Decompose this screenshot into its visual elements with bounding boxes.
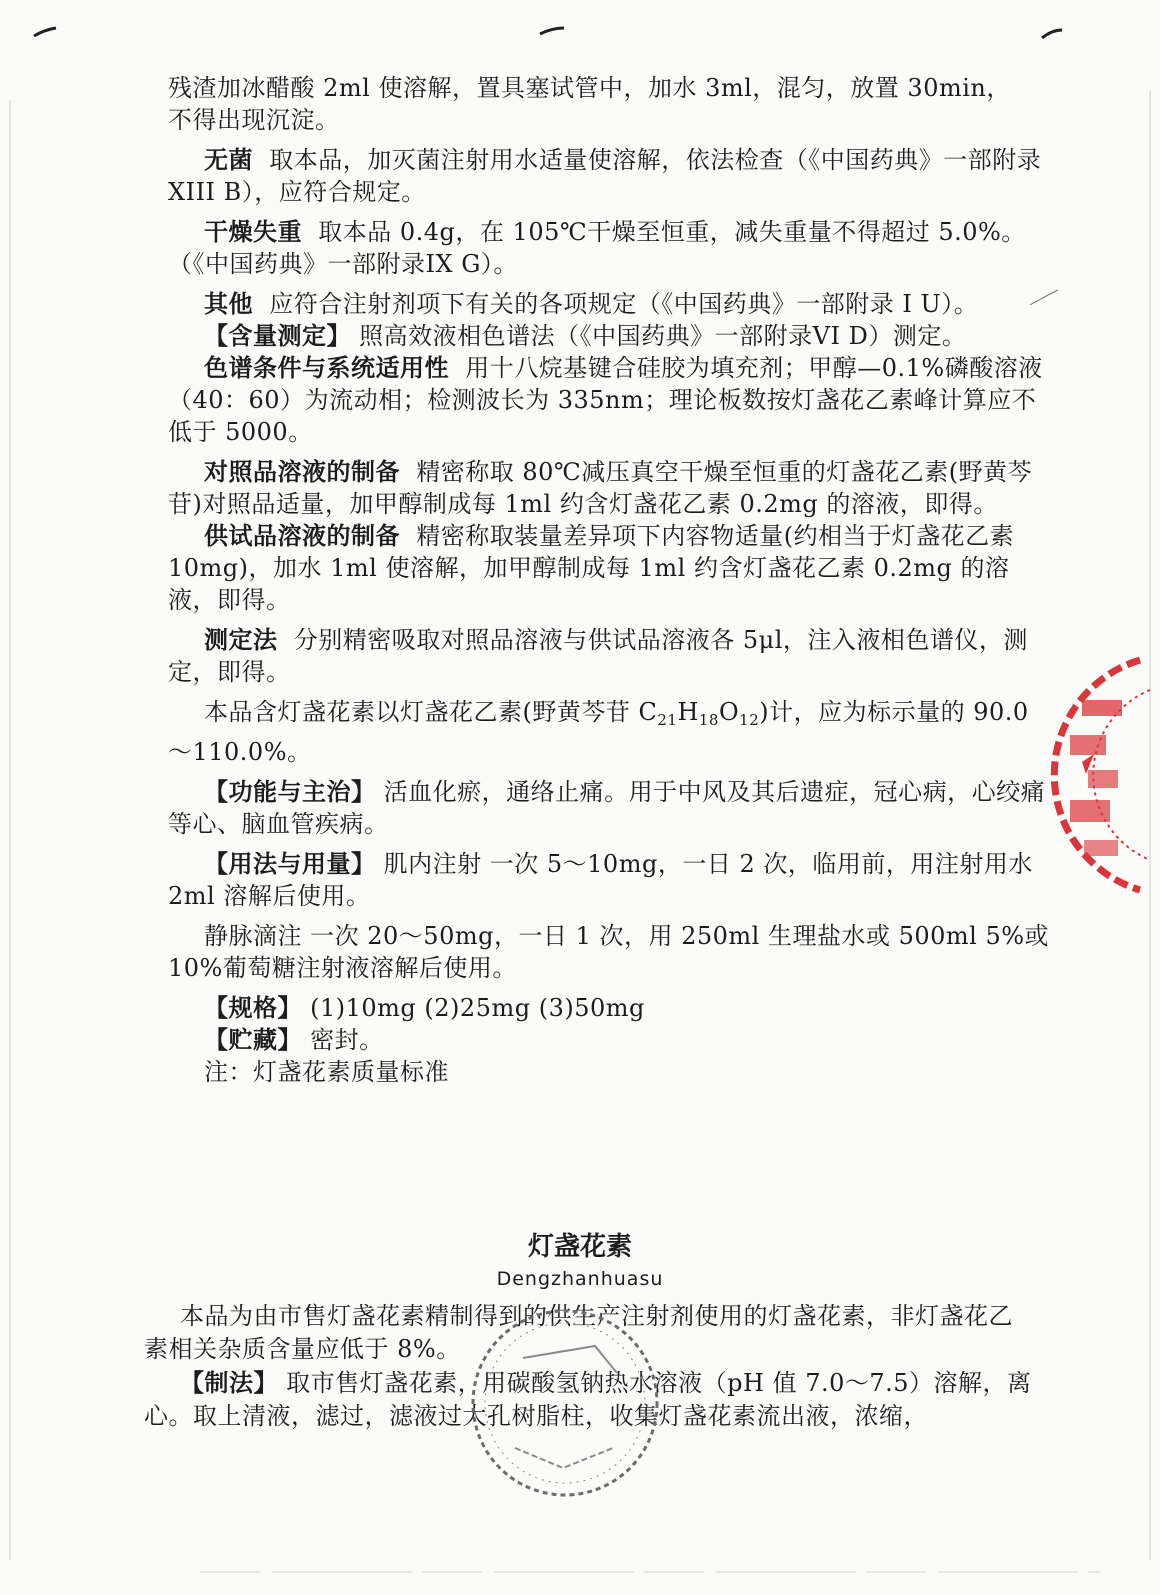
paragraph-spec	[168, 992, 1053, 1024]
paragraph-iv	[168, 920, 1053, 984]
other-term: 其他	[204, 289, 253, 318]
preparation-text: 取市售灯盏花素，用碳酸氢钠热水溶液（pH 值 7.0～7.5）溶解，离心。取上清液，滤过，滤液过大孔树脂柱，收集灯盏花素流出液，浓缩，	[144, 1369, 1032, 1430]
sterile-term: 无菌	[204, 145, 253, 174]
paragraph-function	[168, 776, 1053, 840]
storage-term: 【贮藏】	[204, 1025, 302, 1054]
test-solution-text: 精密称取装量差异项下内容物适量(约相当于灯盏花乙素 10mg)，加水 1ml 使溶解，加甲醇制成每 1ml 约含灯盏花乙素 0.2mg 的溶液，即得。	[168, 522, 1015, 614]
function-term: 【功能与主治】	[204, 777, 376, 806]
paragraph-reference-solution	[168, 456, 1053, 520]
gray-round-stamp	[445, 1298, 685, 1498]
residue-line-2: 不得出现沉淀。	[168, 106, 340, 134]
paragraph-chromatography	[168, 352, 1053, 448]
scan-tick-left	[34, 28, 56, 36]
assay-text: 照高效液相色谱法（《中国药典》一部附录VI D）测定。	[359, 322, 967, 350]
chromatography-term: 色谱条件与系统适用性	[204, 353, 449, 382]
section-1-body	[168, 72, 1053, 1088]
residue-line-1: 残渣加冰醋酸 2ml 使溶解，置具塞试管中，加水 3ml，混匀，放置 30min，	[168, 74, 1011, 102]
preparation-term: 【制法】	[180, 1368, 278, 1397]
function-text: 活血化瘀，通络止痛。用于中风及其后遗症，冠心病，心绞痛等心、脑血管疾病。	[168, 778, 1046, 838]
method-term: 测定法	[204, 625, 278, 654]
paragraph-test-solution	[168, 520, 1053, 616]
assay-term: 【含量测定】	[204, 321, 351, 350]
drying-term: 干燥失重	[204, 217, 302, 246]
paragraph-storage	[168, 1024, 1053, 1056]
formula-sub-c: 21	[657, 711, 678, 729]
paragraph-residue	[168, 72, 1053, 136]
content-text-a: 本品含灯盏花素以灯盏花乙素(野黄芩苷 C	[204, 698, 658, 726]
red-seal-stamp	[1030, 650, 1160, 900]
usage-term: 【用法与用量】	[204, 849, 376, 878]
paragraph-note	[168, 1056, 1053, 1088]
iv-text: 静脉滴注 一次 20～50mg，一日 1 次，用 250ml 生理盐水或 500ml 5%或 10%葡萄糖注射液溶解后使用。	[168, 922, 1050, 982]
formula-o: O	[718, 698, 740, 726]
paragraph-content	[168, 696, 1053, 768]
formula-sub-h: 18	[698, 711, 719, 729]
method-text: 分别精密吸取对照品溶液与供试品溶液各 5μl，注入液相色谱仪，测定，即得。	[168, 626, 1028, 686]
storage-text: 密封。	[310, 1026, 384, 1054]
chromatography-text: 用十八烷基键合硅胶为填充剂；甲醇—0.1%磷酸溶液（40：60）为流动相；检测波长为 335nm；理论板数按灯盏花乙素峰计算应不低于 5000。	[168, 354, 1043, 446]
scan-tick-center	[540, 28, 564, 34]
paragraph-usage	[168, 848, 1053, 912]
scan-tick-right	[1042, 30, 1062, 38]
section-2-title: 灯盏花素	[527, 1232, 632, 1262]
reference-solution-term: 对照品溶液的制备	[204, 457, 400, 486]
drying-text: 取本品 0.4g，在 105℃干燥至恒重，减失重量不得超过 5.0%。（《中国药典》一部附录IX G）。	[168, 218, 1026, 278]
content-text-b: )计，应为标示量的 90.0～110.0%。	[168, 698, 1029, 766]
paragraph-assay	[168, 320, 1053, 352]
spec-text: (1)10mg (2)25mg (3)50mg	[310, 994, 645, 1022]
intro-text: 本品为由市售灯盏花素精制得到的供生产注射剂使用的灯盏花素，非灯盏花乙素相关杂质含量应低于 8%。	[144, 1302, 1013, 1363]
formula-h: H	[677, 698, 699, 726]
paragraph-other	[168, 288, 1053, 320]
section-2-pinyin: Dengzhanhuasu	[496, 1268, 664, 1290]
spec-term: 【规格】	[204, 993, 302, 1022]
note-text: 注：灯盏花素质量标准	[204, 1058, 449, 1086]
test-solution-term: 供试品溶液的制备	[204, 521, 400, 550]
other-text: 应符合注射剂项下有关的各项规定（《中国药典》一部附录 I U）。	[269, 290, 979, 318]
paragraph-sterile	[168, 144, 1053, 208]
reference-solution-text: 精密称取 80℃减压真空干燥至恒重的灯盏花乙素(野黄芩苷)对照品适量，加甲醇制成每 1ml 约含灯盏花乙素 0.2mg 的溶液，即得。	[168, 458, 1033, 518]
paragraph-method	[168, 624, 1053, 688]
formula-sub-o: 12	[739, 711, 760, 729]
sterile-text: 取本品，加灭菌注射用水适量使溶解，依法检查（《中国药典》一部附录 XIII B），应符合规定。	[168, 146, 1042, 206]
paragraph-drying	[168, 216, 1053, 280]
usage-text: 肌内注射 一次 5～10mg，一日 2 次，临用前，用注射用水 2ml 溶解后使用。	[168, 850, 1033, 910]
